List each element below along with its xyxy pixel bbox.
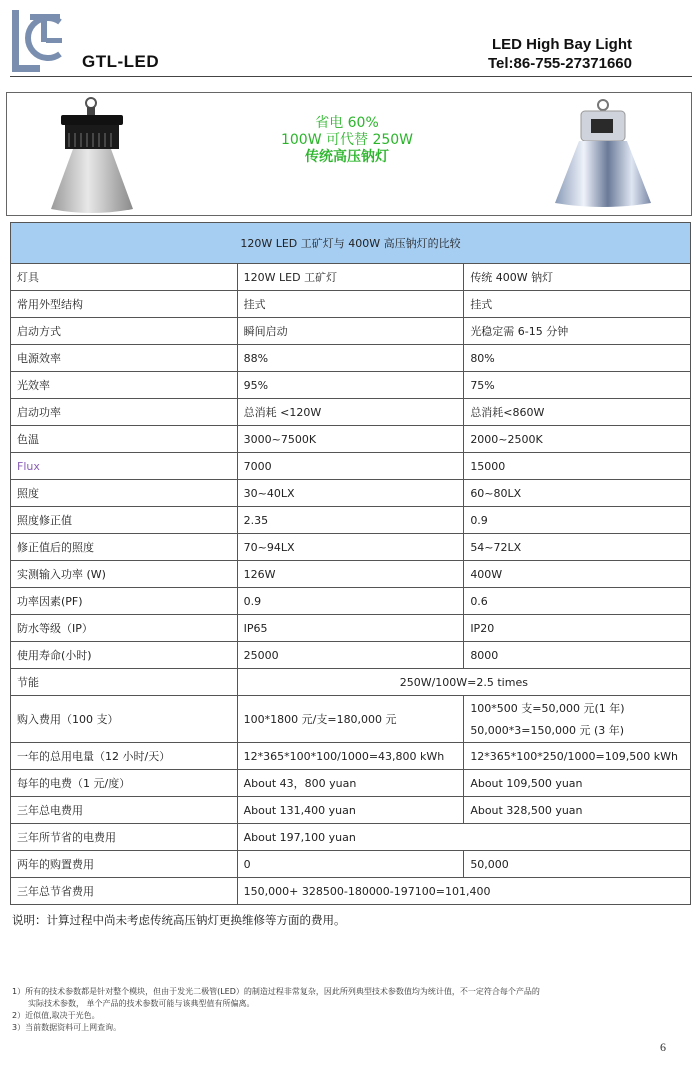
row-label: 两年的购置费用 (11, 851, 238, 878)
row-label: 三年所节省的电费用 (11, 824, 238, 851)
led-value: 总消耗 <120W (237, 399, 464, 426)
row-label: 功率因素(PF) (11, 588, 238, 615)
table-row (11, 851, 691, 878)
table-row (11, 453, 691, 480)
led-value: IP65 (237, 615, 464, 642)
table-row (11, 318, 691, 345)
led-value: 100*1800 元/支=180,000 元 (237, 696, 464, 743)
gtl-logo-icon (10, 8, 66, 74)
hps-purchase-line-1: 100*500 支=50,000 元(1 年) (470, 702, 625, 715)
row-label: 色温 (11, 426, 238, 453)
telephone: Tel:86-755-27371660 (488, 55, 632, 72)
brand-name: GTL-LED (82, 52, 160, 71)
led-value: 25000 (237, 642, 464, 669)
table-row (11, 797, 691, 824)
led-value: 3000~7500K (237, 426, 464, 453)
row-label: 照度 (11, 480, 238, 507)
led-high-bay-lamp-image (47, 97, 137, 213)
hps-value: 60~80LX (464, 480, 691, 507)
row-label: Flux (11, 453, 238, 480)
hps-purchase-line-2: 50,000*3=150,000 元 (3 年) (470, 724, 625, 737)
banner-line-1: 省电 60% (315, 115, 379, 131)
led-value: 瞬间启动 (237, 318, 464, 345)
header-divider (10, 76, 692, 77)
hps-value: 0.6 (464, 588, 691, 615)
hps-value: 50,000 (464, 851, 691, 878)
table-row (11, 696, 691, 743)
led-value: About 43，800 yuan (237, 770, 464, 797)
footnote-1: 1）所有的技术参数都是针对整个模块，但由于发光二极管(LED）的制造过程非常复杂，因此所列典型技术参数值均为统计值，不一定符合每个产品的 (12, 987, 540, 996)
hps-value: 80% (464, 345, 691, 372)
led-value: 0 (237, 851, 464, 878)
banner-slogan (187, 115, 507, 166)
led-value: 挂式 (237, 291, 464, 318)
footnote-3: 3）当前数据资料可上网查询。 (12, 1023, 122, 1032)
hps-value (464, 696, 691, 743)
saving-value: 250W/100W=2.5 times (237, 669, 690, 696)
row-label: 启动功率 (11, 399, 238, 426)
row-label: 光效率 (11, 372, 238, 399)
table-row (11, 264, 691, 291)
table-row (11, 480, 691, 507)
led-value: 70~94LX (237, 534, 464, 561)
table-row (11, 615, 691, 642)
row-label: 每年的电费（1 元/度） (11, 770, 238, 797)
row-label: 三年总电费用 (11, 797, 238, 824)
hps-value: 挂式 (464, 291, 691, 318)
footnotes (12, 986, 672, 1034)
table-row (11, 291, 691, 318)
table-row (11, 399, 691, 426)
table-row (11, 345, 691, 372)
footnote-2: 2）近似值,取决于光色。 (12, 1011, 100, 1020)
hps-value: 15000 (464, 453, 691, 480)
hps-value: 75% (464, 372, 691, 399)
led-value: 12*365*100*100/1000=43,800 kWh (237, 743, 464, 770)
table-row (11, 561, 691, 588)
row-label: 灯具 (11, 264, 238, 291)
table-row (11, 588, 691, 615)
table-row (11, 534, 691, 561)
table-row (11, 372, 691, 399)
led-value: 30~40LX (237, 480, 464, 507)
table-row (11, 642, 691, 669)
table-row (11, 743, 691, 770)
table-header-row (11, 223, 691, 264)
product-title: LED High Bay Light (492, 36, 632, 53)
table-row (11, 507, 691, 534)
led-value: 88% (237, 345, 464, 372)
page-number: 6 (660, 1040, 666, 1054)
led-value: 2.35 (237, 507, 464, 534)
row-label: 节能 (11, 669, 238, 696)
hps-value: 2000~2500K (464, 426, 691, 453)
table-row (11, 824, 691, 851)
header-contact (488, 36, 632, 72)
hps-value: 54~72LX (464, 534, 691, 561)
row-label: 三年总节省费用 (11, 878, 238, 905)
row-label: 启动方式 (11, 318, 238, 345)
sodium-lamp-image (551, 99, 653, 211)
led-value: 7000 (237, 453, 464, 480)
hps-value: 400W (464, 561, 691, 588)
row-label: 防水等级（IP） (11, 615, 238, 642)
footnote-1-cont: 实际技术参数， 单个产品的技术参数可能与该典型值有所偏离。 (28, 999, 255, 1008)
row-label: 使用寿命(小时) (11, 642, 238, 669)
row-label: 电源效率 (11, 345, 238, 372)
row-label: 购入费用（100 支） (11, 696, 238, 743)
saved-elec-value: About 197,100 yuan (237, 824, 690, 851)
table-row (11, 669, 691, 696)
hps-value: About 328,500 yuan (464, 797, 691, 824)
table-title: 120W LED 工矿灯与 400W 高压钠灯的比较 (11, 223, 691, 264)
product-banner (6, 92, 692, 216)
row-label: 一年的总用电量（12 小时/天） (11, 743, 238, 770)
row-label: 照度修正值 (11, 507, 238, 534)
hps-value: 12*365*100*250/1000=109,500 kWh (464, 743, 691, 770)
row-label: 常用外型结构 (11, 291, 238, 318)
comparison-table (10, 222, 691, 905)
led-value: 126W (237, 561, 464, 588)
led-value: 0.9 (237, 588, 464, 615)
hps-value: 总消耗<860W (464, 399, 691, 426)
led-value: 120W LED 工矿灯 (237, 264, 464, 291)
table-row (11, 878, 691, 905)
hps-value: 0.9 (464, 507, 691, 534)
hps-value: About 109,500 yuan (464, 770, 691, 797)
hps-value: IP20 (464, 615, 691, 642)
led-value: About 131,400 yuan (237, 797, 464, 824)
led-value: 95% (237, 372, 464, 399)
hps-value: 8000 (464, 642, 691, 669)
banner-line-2: 100W 可代替 250W (280, 132, 414, 148)
hps-value: 光稳定需 6-15 分钟 (464, 318, 691, 345)
total-saving-value: 150,000+ 328500-180000-197100=101,400 (237, 878, 690, 905)
table-row (11, 426, 691, 453)
hps-value: 传统 400W 钠灯 (464, 264, 691, 291)
row-label: 实测输入功率 (W) (11, 561, 238, 588)
banner-line-3: 传统高压钠灯 (305, 149, 389, 165)
row-label: 修正值后的照度 (11, 534, 238, 561)
calculation-note: 说明：计算过程中尚未考虑传统高压钠灯更换维修等方面的费用。 (12, 913, 346, 927)
table-row (11, 770, 691, 797)
